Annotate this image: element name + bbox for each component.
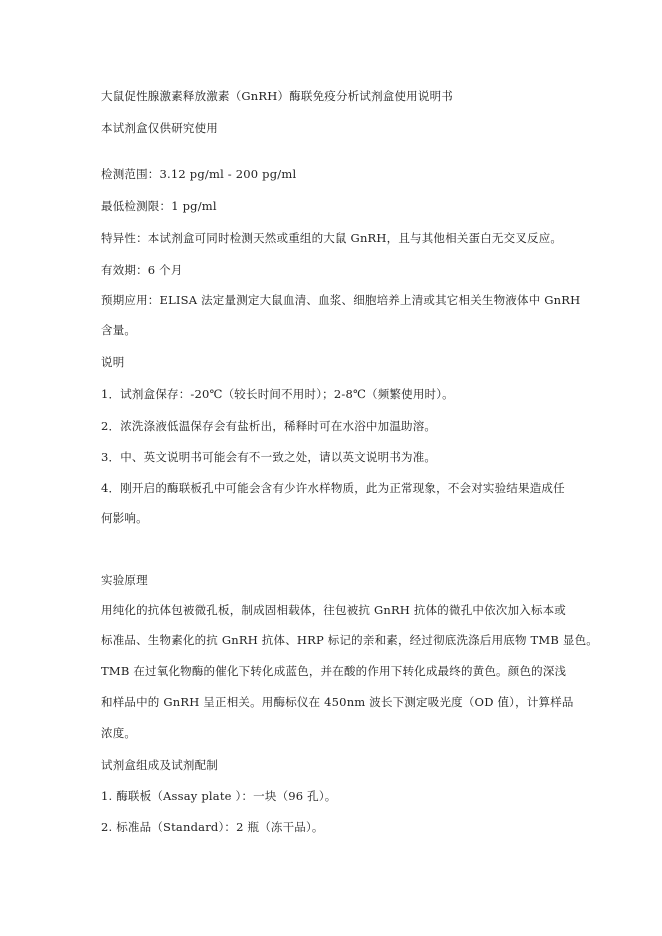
intended-use-line-2: 含量。 <box>101 323 137 337</box>
document-title: 大鼠促性腺激素释放激素（GnRH）酶联免疫分析试剂盒使用说明书 <box>101 89 453 103</box>
specificity: 特异性：本试剂盒可同时检测天然或重组的大鼠 GnRH，且与其他相关蛋白无交叉反应。 <box>101 231 563 245</box>
principle-line: 标准品、生物素化的抗 GnRH 抗体、HRP 标记的亲和素，经过彻底洗涤后用底物 TMB 显色。 <box>101 633 598 647</box>
notes-heading: 说明 <box>101 355 125 369</box>
note-item: 4．刚开启的酶联板孔中可能会含有少许水样物质，此为正常现象，不会对实验结果造成任 <box>101 481 565 495</box>
principle-line: 用纯化的抗体包被微孔板，制成固相载体，往包被抗 GnRH 抗体的微孔中依次加入标本或 <box>101 603 566 617</box>
principle-heading: 实验原理 <box>101 573 148 587</box>
kit-item: 2. 标准品（Standard）：2 瓶（冻干品）。 <box>101 820 324 834</box>
document-subtitle: 本试剂盒仅供研究使用 <box>101 121 218 135</box>
min-detection-limit: 最低检测限：1 pg/ml <box>101 199 217 213</box>
principle-line: 和样品中的 GnRH 呈正相关。用酶标仪在 450nm 波长下测定吸光度（OD 值），计算样品 <box>101 695 574 709</box>
validity-period: 有效期：6 个月 <box>101 263 183 277</box>
principle-line: 浓度。 <box>101 726 137 740</box>
note-item: 何影响。 <box>101 511 148 525</box>
note-item: 3．中、英文说明书可能会有不一致之处，请以英文说明书为准。 <box>101 450 437 464</box>
kit-heading: 试剂盒组成及试剂配制 <box>101 758 218 772</box>
intended-use-line-1: 预期应用：ELISA 法定量测定大鼠血清、血浆、细胞培养上清或其它相关生物液体中 GnRH <box>101 293 581 307</box>
note-item: 2．浓洗涤液低温保存会有盐析出，稀释时可在水浴中加温助溶。 <box>101 419 437 433</box>
principle-line: TMB 在过氧化物酶的催化下转化成蓝色，并在酸的作用下转化成最终的黄色。颜色的深浅 <box>101 664 567 678</box>
detection-range: 检测范围：3.12 pg/ml - 200 pg/ml <box>101 167 297 181</box>
kit-item: 1. 酶联板（Assay plate ）：一块（96 孔）。 <box>101 789 337 803</box>
note-item: 1．试剂盒保存：-20℃（较长时间不用时）；2-8℃（频繁使用时）。 <box>101 387 454 401</box>
